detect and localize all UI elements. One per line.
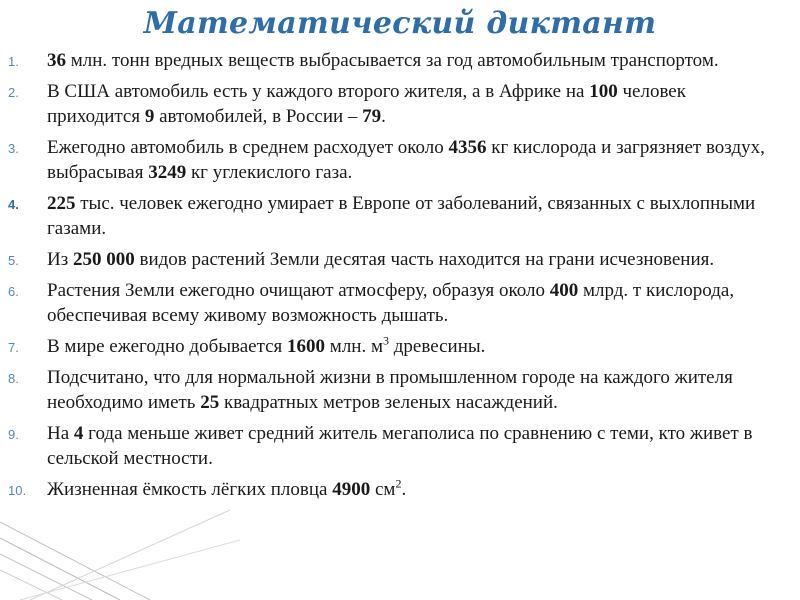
text-segment: видов растений Земли десятая часть находится на грани исчезновения. bbox=[134, 249, 715, 270]
item-text bbox=[47, 333, 486, 357]
text-segment: . bbox=[401, 479, 407, 500]
text-segment: В США автомобиль есть у каждого второго жителя, а в Африке на bbox=[47, 81, 590, 102]
text-segment: человек приходится bbox=[47, 81, 686, 127]
item-number: 8. bbox=[8, 371, 19, 386]
item-number: 6. bbox=[8, 284, 19, 299]
list-item bbox=[0, 247, 800, 272]
item-number: 5. bbox=[8, 253, 19, 268]
item-text bbox=[47, 423, 752, 469]
text-segment: тыс. человек ежегодно умирает в Европе от заболеваний, связанных с выхлопными газами. bbox=[47, 193, 756, 239]
text-segment: Из bbox=[47, 249, 73, 270]
text-segment: года меньше живет средний житель мегаполиса по сравнению с теми, кто живет в сельской местности. bbox=[47, 423, 753, 469]
text-segment: древесины. bbox=[389, 336, 486, 357]
list-item bbox=[0, 365, 800, 415]
highlighted-number: 100 bbox=[589, 81, 618, 102]
text-segment: квадратных метров зеленых насаждений. bbox=[219, 392, 558, 413]
item-text bbox=[47, 81, 686, 127]
item-number: 9. bbox=[8, 427, 19, 442]
item-text bbox=[47, 193, 755, 239]
highlighted-number: 400 bbox=[549, 280, 579, 301]
text-segment: На bbox=[47, 423, 74, 444]
item-text bbox=[47, 137, 765, 183]
highlighted-number: 79 bbox=[362, 106, 382, 127]
list-item bbox=[0, 278, 800, 328]
text-segment: Растения Земли ежегодно очищают атмосферу, образуя около bbox=[47, 280, 550, 301]
highlighted-number: 3249 bbox=[148, 162, 187, 183]
item-number: 1. bbox=[8, 54, 19, 69]
dictation-list bbox=[0, 48, 800, 508]
highlighted-number: 25 bbox=[200, 392, 220, 413]
text-segment: млн. м bbox=[325, 336, 383, 357]
superscript: 3 bbox=[383, 333, 389, 348]
highlighted-number: 4 bbox=[73, 423, 84, 444]
text-segment: автомобилей, в России – bbox=[154, 106, 363, 127]
list-item bbox=[0, 477, 800, 502]
text-segment: . bbox=[381, 106, 386, 127]
text-segment: см bbox=[370, 479, 396, 500]
list-item bbox=[0, 135, 800, 185]
list-item bbox=[0, 48, 800, 73]
item-number: 2. bbox=[8, 85, 19, 100]
list-item bbox=[0, 79, 800, 129]
item-text bbox=[47, 280, 734, 326]
slide-title: Математический диктант bbox=[143, 6, 657, 41]
highlighted-number: 225 bbox=[47, 193, 76, 214]
highlighted-number: 9 bbox=[144, 106, 155, 127]
item-text bbox=[47, 476, 407, 500]
item-text bbox=[47, 249, 714, 270]
list-item bbox=[0, 421, 800, 471]
text-segment: кг углекислого газа. bbox=[186, 162, 353, 183]
item-number: 7. bbox=[8, 340, 19, 355]
text-segment: Подсчитано, что для нормальной жизни в промышленном городе на каждого жителя необходимо иметь bbox=[47, 367, 733, 413]
item-text bbox=[47, 367, 733, 413]
highlighted-number: 36 bbox=[47, 50, 66, 71]
superscript: 2 bbox=[395, 476, 402, 491]
item-number: 10. bbox=[8, 483, 27, 498]
text-segment: Ежегодно автомобиль в среднем расходует около bbox=[47, 137, 449, 158]
text-segment: кг кислорода и загрязняет воздух, выбрасывая bbox=[47, 137, 765, 183]
text-segment: млрд. т кислорода, обеспечивая всему живому возможность дышать. bbox=[47, 280, 735, 326]
item-number: 3. bbox=[8, 141, 19, 156]
list-item bbox=[0, 334, 800, 359]
item-number: 4. bbox=[8, 197, 19, 212]
highlighted-number: 4356 bbox=[448, 137, 487, 158]
highlighted-number: 250 000 bbox=[72, 249, 135, 270]
highlighted-number: 4900 bbox=[332, 479, 371, 500]
text-segment: В мире ежегодно добывается bbox=[47, 336, 288, 357]
item-text bbox=[47, 50, 719, 71]
text-segment: млн. тонн вредных веществ выбрасывается за год автомобильным транспортом. bbox=[66, 50, 719, 71]
highlighted-number: 1600 bbox=[287, 336, 326, 357]
text-segment: Жизненная ёмкость лёгких пловца bbox=[47, 479, 333, 500]
list-item bbox=[0, 191, 800, 241]
